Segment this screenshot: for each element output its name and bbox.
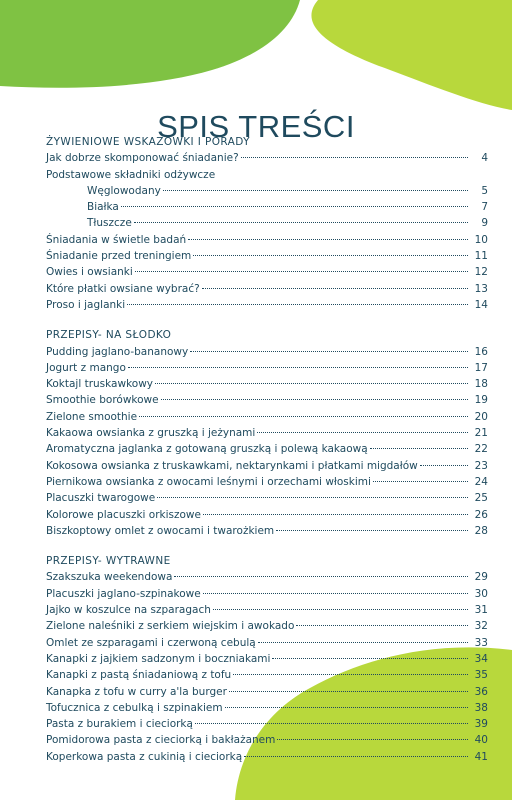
toc-entry[interactable]: [46, 441, 488, 457]
toc-entry-page-number: 13: [474, 282, 488, 295]
toc-entry-label: Pomidorowa pasta z cieciorką i bakłażanem: [46, 734, 276, 747]
toc-entry[interactable]: [46, 749, 488, 765]
toc-entry[interactable]: [46, 474, 488, 490]
toc-entry[interactable]: [46, 507, 488, 523]
toc-entry[interactable]: [46, 376, 488, 392]
toc-entry-label: Kanapka z tofu w curry a'la burger: [46, 685, 227, 698]
toc-entry-label: Kanapki z pastą śniadaniową z tofu: [46, 669, 232, 682]
toc-entry[interactable]: [46, 281, 488, 297]
section-heading: PRZEPISY- WYTRAWNE: [46, 555, 171, 568]
dot-leader: [163, 189, 468, 191]
toc-entry[interactable]: [46, 248, 488, 264]
toc-entry-page-number: 32: [474, 620, 488, 633]
toc-entry-label: Koktajl truskawkowy: [46, 378, 153, 391]
toc-entry-page-number: 38: [474, 701, 488, 714]
toc-entry-page-number: 25: [474, 492, 488, 505]
dot-leader: [244, 755, 468, 757]
toc-entry[interactable]: [46, 732, 488, 748]
toc-entry-page-number: 12: [474, 266, 488, 279]
toc-entry[interactable]: [46, 425, 488, 441]
page-title: SPIS TREŚCI: [157, 108, 355, 144]
toc-entry-page-number: 18: [474, 378, 488, 391]
toc-entry-page-number: 29: [474, 571, 488, 584]
dot-leader: [202, 287, 468, 289]
toc-entry-page-number: 20: [474, 410, 488, 423]
toc-entry-page-number: 26: [474, 508, 488, 521]
toc-entry-label: Tłuszcze: [87, 217, 132, 230]
toc-entry-page-number: 36: [474, 685, 488, 698]
dot-leader: [161, 398, 468, 400]
toc-entry[interactable]: [46, 409, 488, 425]
toc-entry-label: Owies i owsianki: [46, 266, 133, 279]
toc-entry[interactable]: [46, 569, 488, 585]
toc-entry-label: Podstawowe składniki odżywcze: [46, 168, 216, 181]
toc-entry[interactable]: [46, 635, 488, 651]
toc-entry[interactable]: [46, 232, 488, 248]
toc-entry-page-number: 28: [474, 524, 488, 537]
dot-leader: [277, 738, 468, 740]
table-of-contents: [46, 134, 488, 765]
dot-leader: [233, 673, 468, 675]
dot-leader: [135, 270, 468, 272]
toc-entry-page-number: 11: [474, 250, 488, 263]
toc-entry[interactable]: [46, 360, 488, 376]
toc-entry-label: Kokosowa owsianka z truskawkami, nektarynkami i płatkami migdałów: [46, 459, 418, 472]
toc-entry[interactable]: [46, 684, 488, 700]
toc-entry-page-number: 41: [474, 750, 488, 763]
toc-entry[interactable]: [46, 199, 488, 215]
toc-entry-label: Aromatyczna jaglanka z gotowaną gruszką i polewą kakaową: [46, 443, 368, 456]
toc-entry[interactable]: [46, 651, 488, 667]
toc-entry[interactable]: [46, 344, 488, 360]
toc-entry[interactable]: [46, 618, 488, 634]
dot-leader: [203, 592, 468, 594]
toc-entry[interactable]: [46, 523, 488, 539]
dot-leader: [128, 366, 468, 368]
toc-entry-label: Jak dobrze skomponować śniadanie?: [46, 152, 239, 165]
dot-leader: [190, 350, 468, 352]
toc-entry-page-number: 19: [474, 394, 488, 407]
toc-entry-label: Jajko w koszulce na szparagach: [46, 604, 211, 617]
toc-entry-page-number: 7: [481, 201, 488, 214]
toc-entry-label: Tofucznica z cebulką i szpinakiem: [46, 701, 223, 714]
dot-leader: [276, 529, 468, 531]
dot-leader: [139, 415, 468, 417]
dot-leader: [296, 624, 468, 626]
toc-entry-label: Które płatki owsiane wybrać?: [46, 282, 200, 295]
toc-entry-page-number: 35: [474, 669, 488, 682]
section-heading: ŻYWIENIOWE WSKAZÓWKI I PORADY: [46, 136, 250, 148]
toc-entry[interactable]: [46, 392, 488, 408]
dot-leader: [155, 382, 468, 384]
toc-entry[interactable]: [46, 667, 488, 683]
dot-leader: [241, 156, 468, 158]
toc-entry-page-number: 31: [474, 604, 488, 617]
toc-entry-label: Szakszuka weekendowa: [46, 571, 173, 584]
toc-entry-page-number: 14: [474, 298, 488, 311]
toc-entry-label: Jogurt z mango: [46, 361, 126, 374]
toc-entry-label: Kakaowa owsianka z gruszką i jeżynami: [46, 427, 256, 440]
toc-entry[interactable]: [46, 602, 488, 618]
toc-entry-label: Białka: [87, 201, 119, 214]
toc-entry-page-number: 34: [474, 652, 488, 665]
toc-entry-page-number: 33: [474, 636, 488, 649]
toc-entry-label: Kanapki z jajkiem sadzonym i boczniakami: [46, 652, 271, 665]
dot-leader: [195, 722, 468, 724]
toc-entry-label: Placuszki twarogowe: [46, 492, 156, 505]
toc-entry-label: Piernikowa owsianka z owocami leśnymi i orzechami włoskimi: [46, 475, 371, 488]
toc-section: [46, 327, 488, 539]
dot-leader: [258, 641, 468, 643]
toc-entry-label: Pasta z burakiem i cieciorką: [46, 718, 193, 731]
toc-entry-label: Śniadanie przed treningiem: [46, 250, 192, 263]
toc-entry-page-number: 39: [474, 718, 488, 731]
dot-leader: [370, 447, 468, 449]
toc-section: [46, 553, 488, 765]
toc-entry-label: Pudding jaglano-bananowy: [46, 345, 189, 358]
dot-leader: [174, 575, 468, 577]
dot-leader: [272, 657, 468, 659]
toc-entry[interactable]: [46, 490, 488, 506]
dot-leader: [203, 513, 468, 515]
toc-entry-page-number: 10: [474, 233, 488, 246]
toc-entry-label: Zielone naleśniki z serkiem wiejskim i awokado: [46, 620, 295, 633]
toc-entry-page-number: 30: [474, 587, 488, 600]
toc-entry-page-number: 24: [474, 475, 488, 488]
toc-entry-page-number: 5: [481, 184, 488, 197]
dot-leader: [157, 496, 468, 498]
toc-entry[interactable]: [46, 215, 488, 231]
toc-entry-label: Zielone smoothie: [46, 410, 138, 423]
dot-leader: [213, 608, 468, 610]
toc-entry[interactable]: [46, 586, 488, 602]
toc-entry-page-number: 17: [474, 361, 488, 374]
toc-entry[interactable]: [46, 297, 488, 313]
toc-entry-label: Koperkowa pasta z cukinią i cieciorką: [46, 750, 243, 763]
toc-entry-label: Biszkoptowy omlet z owocami i twarożkiem: [46, 524, 275, 537]
toc-entry-label: Śniadania w świetle badań: [46, 233, 187, 246]
toc-entry[interactable]: [46, 167, 488, 183]
dot-leader: [134, 221, 468, 223]
toc-entry-page-number: 23: [474, 459, 488, 472]
toc-entry[interactable]: [46, 150, 488, 166]
dot-leader: [127, 303, 468, 305]
toc-entry-page-number: 16: [474, 345, 488, 358]
dot-leader: [373, 480, 468, 482]
toc-entry-page-number: 40: [474, 734, 488, 747]
toc-entry[interactable]: [46, 264, 488, 280]
toc-entry[interactable]: [46, 716, 488, 732]
dot-leader: [229, 690, 468, 692]
section-heading: PRZEPISY- NA SŁODKO: [46, 329, 172, 342]
dot-leader: [420, 464, 468, 466]
dot-leader: [225, 706, 468, 708]
dot-leader: [188, 238, 468, 240]
dot-leader: [121, 205, 468, 207]
toc-entry-label: Omlet ze szparagami i czerwoną cebulą: [46, 636, 256, 649]
toc-section: [46, 134, 488, 313]
toc-entry-page-number: 22: [474, 443, 488, 456]
toc-entry[interactable]: [46, 700, 488, 716]
toc-entry-page-number: 4: [481, 152, 488, 165]
dot-leader: [193, 254, 468, 256]
toc-entry-label: Smoothie borówkowe: [46, 394, 159, 407]
toc-entry[interactable]: [46, 183, 488, 199]
toc-entry-label: Kolorowe placuszki orkiszowe: [46, 508, 201, 521]
toc-entry-label: Węglowodany: [87, 184, 161, 197]
toc-entry[interactable]: [46, 458, 488, 474]
toc-entry-label: Placuszki jaglano-szpinakowe: [46, 587, 201, 600]
toc-entry-page-number: 21: [474, 427, 488, 440]
toc-entry-label: Proso i jaglanki: [46, 298, 126, 311]
dot-leader: [257, 431, 468, 433]
toc-entry-page-number: 9: [481, 217, 488, 230]
